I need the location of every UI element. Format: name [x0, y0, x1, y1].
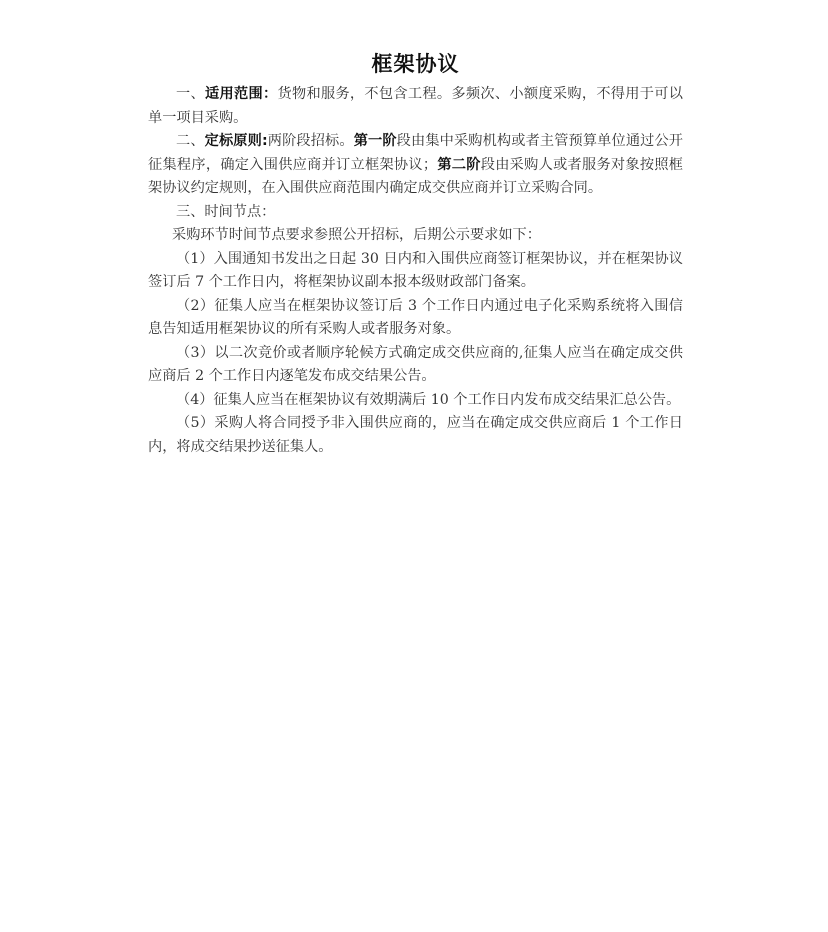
section-award-label: 定标原则: — [204, 133, 268, 149]
document-page — [148, 46, 683, 459]
section-award-text-a: 两阶段招标。 — [267, 133, 354, 149]
document-title: 框架协议 — [371, 52, 460, 76]
timeline-item-4: （4）征集人应当在框架协议有效期满后 10 个工作日内发布成交结果汇总公告。 — [176, 391, 681, 408]
section-award-text-c: 段由采购人或者服务对象按照框架协议约定规则，在入围供应商范围内确定成交供应商并订立采购合同。 — [148, 156, 683, 196]
section-scope-label: 适用范围： — [205, 86, 278, 102]
section-scope-prefix: 一、 — [176, 86, 205, 102]
timeline-item-2: （2）征集人应当在框架协议签订后 3 个工作日内通过电子化采购系统将入围信息告知适用框架协议的所有采购人或者服务对象。 — [148, 297, 683, 337]
timeline-item-1: （1）入围通知书发出之日起 30 日内和入围供应商签订框架协议，并在框架协议签订后 7 个工作日内，将框架协议副本报本级财政部门备案。 — [148, 250, 683, 290]
timeline-item-5: （5）采购人将合同授予非入围供应商的，应当在确定成交供应商后 1 个工作日内，将成交结果抄送征集人。 — [148, 415, 683, 455]
section-scope-text: 货物和服务，不包含工程。多频次、小额度采购，不得用于可以单一项目采购。 — [148, 86, 683, 126]
phase-one-label: 第一阶 — [353, 133, 397, 149]
section-award-prefix: 二、 — [176, 133, 205, 149]
timeline-item-3: （3）以二次竞价或者顺序轮候方式确定成交供应商的,征集人应当在确定成交供应商后 2 个工作日内逐笔发布成交结果公告。 — [148, 344, 683, 384]
section-award-principle — [148, 130, 683, 201]
section-award-text-b: 段由集中采购机构或者主管预算单位通过公开征集程序，确定入围供应商并订立框架协议； — [148, 133, 683, 173]
section-scope — [148, 83, 683, 130]
section-timeline-intro: 采购环节时间节点要求参照公开招标，后期公示要求如下： — [172, 227, 541, 243]
phase-two-label: 第二阶 — [437, 156, 481, 173]
section-timeline-heading: 三、时间节点： — [176, 203, 276, 220]
